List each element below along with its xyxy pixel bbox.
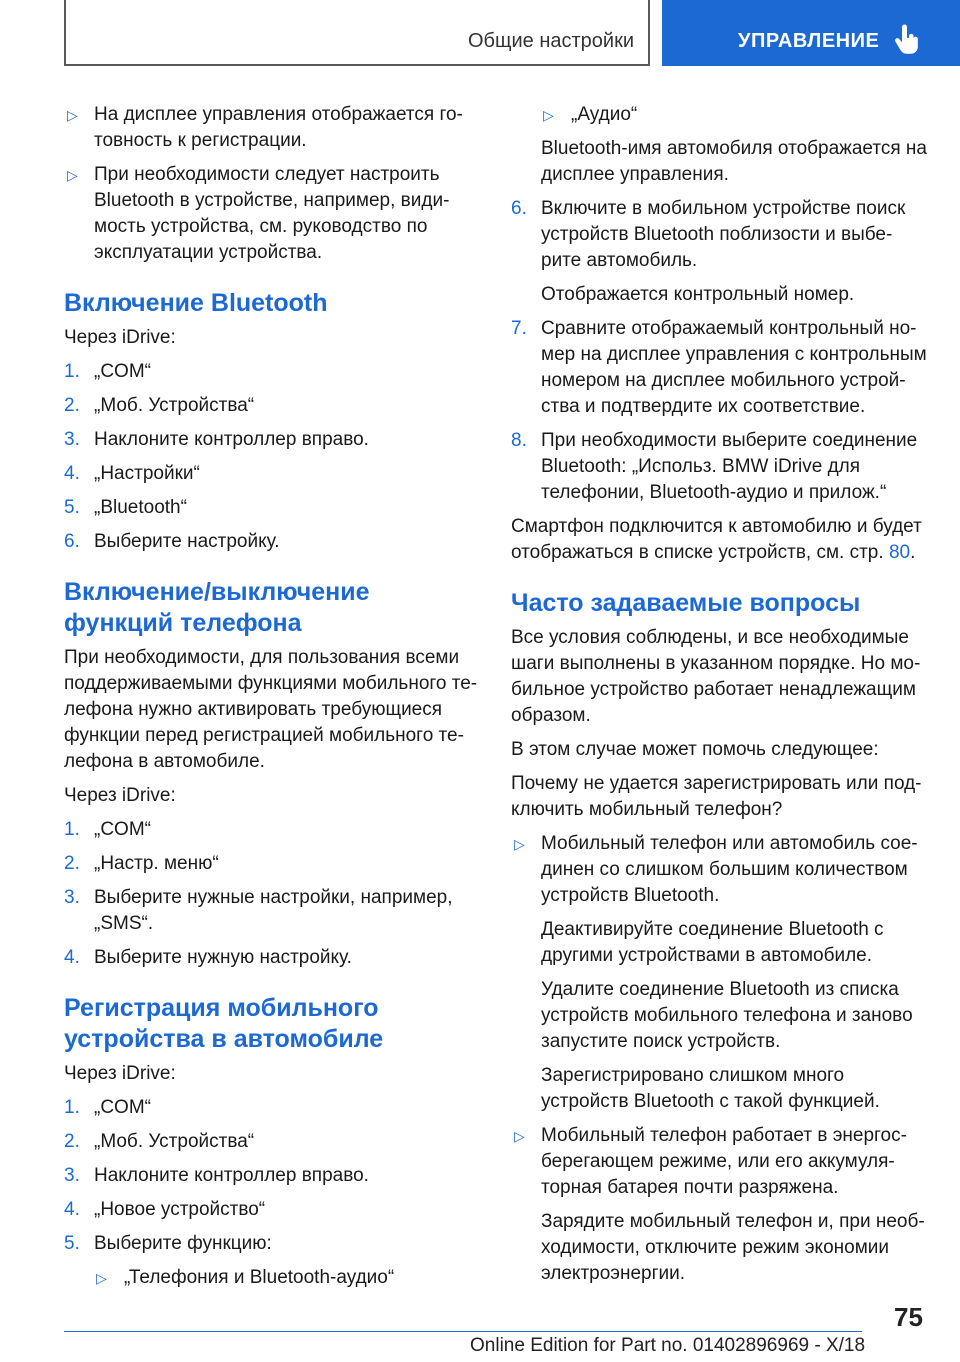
list-item: 1. „COM“ [64, 1097, 151, 1118]
list-item: ▷ „Телефония и Bluetooth-аудио“ [64, 1265, 482, 1291]
note-text: Удалите соединение Bluetooth из списка устройств мобильного телефона и заново запустите поиск устройств. [541, 979, 913, 1052]
note-text: Деактивируйте соединение Bluetooth с другими устройствами в автомобиле. [541, 919, 884, 966]
footer-edition: Online Edition for Part no. 01402896969 - X/18 [470, 1335, 866, 1356]
paragraph: Все условия соблюдены, и все необходимые шаги выполнены в указанном порядке. Но мо-бильное устройство работает ненадлежащим образом. [511, 627, 921, 726]
list-item: 4. Выберите нужную настройку. [64, 947, 352, 968]
list-item: 5. „Bluetooth“ [64, 497, 187, 518]
paragraph: Смартфон подключится к автомобилю и будет отображаться в списке устройств, см. стр. 80. [511, 516, 922, 563]
note-text: Отображается контрольный номер. [541, 284, 855, 305]
list-item: ▷ При необходимости следует настроить Bluetooth в устройстве, например, види-мость устройства, см. руководство по эксплуатации устройства. [67, 164, 450, 263]
list-item: 8. При необходимости выберите соединение Bluetooth: „Использ. BMW iDrive для телефонии, Bluetooth-аудио и прилож.“ [511, 430, 918, 503]
list-item: 5. Выберите функцию: [64, 1233, 272, 1254]
question-text: Почему не удается зарегистрировать или под-ключить мобильный телефон? [511, 773, 922, 820]
list-item: ▷ Мобильный телефон работает в энергос-берегающем режиме, или его аккумуля-торная батарея почти разряжена. [514, 1125, 907, 1198]
list-item: 1. „COM“ [64, 819, 151, 840]
list-item: 4. „Новое устройство“ [64, 1199, 266, 1220]
note-text: Зарядите мобильный телефон и, при необ-ходимости, отключите режим экономии электроэнергии. [541, 1211, 925, 1284]
paragraph: При необходимости, для пользования всеми поддерживаемыми функциями мобильного те-лефона нужно активировать требующиеся функции перед регистрацией мобильного те-лефона в автомобиле. [64, 647, 478, 772]
section-heading: Регистрация мобильного устройства в автомобиле [64, 994, 384, 1053]
triangle-bullet-icon: ▷ [67, 167, 78, 183]
list-item: 3. Наклоните контроллер вправо. [64, 1165, 369, 1186]
list-item: 6. Включите в мобильном устройстве поиск устройств Bluetooth поблизости и выбе-рите автомобиль. [511, 198, 906, 271]
list-item: ▷ На дисплее управления отображается го-товность к регистрации. [67, 104, 463, 151]
paragraph: В этом случае может помочь следующее: [511, 739, 879, 760]
list-item: 2. „Настр. меню“ [64, 853, 219, 874]
intro-text: Через iDrive: [64, 785, 176, 806]
list-item: 3. Выберите нужные настройки, например, „SMS“. [64, 887, 453, 934]
intro-text: Через iDrive: [64, 1063, 176, 1084]
list-item: 3. Наклоните контроллер вправо. [64, 429, 369, 450]
header-chapter-tab [662, 0, 960, 66]
list-item: ▷ Мобильный телефон или автомобиль сое-динен со слишком большим количеством устройств Bluetooth. [514, 833, 918, 906]
intro-text: Через iDrive: [64, 327, 176, 348]
triangle-bullet-icon: ▷ [514, 836, 525, 852]
list-item: ▷ „Аудио“ [511, 102, 931, 128]
list-item: 1. „COM“ [64, 361, 151, 382]
section-heading: Включение/выключение функций телефона [64, 578, 370, 637]
list-item: 4. „Настройки“ [64, 463, 200, 484]
section-heading: Включение Bluetooth [64, 289, 328, 317]
note-text: Bluetooth-имя автомобиля отображается на дисплее управления. [541, 138, 927, 185]
header-section-label: Общие настройки [468, 30, 634, 52]
list-item: 2. „Моб. Устройства“ [64, 395, 255, 416]
left-column [64, 102, 482, 1299]
right-column [511, 102, 931, 1295]
triangle-bullet-icon: ▷ [67, 107, 78, 123]
list-item: 6. Выберите настройку. [64, 531, 280, 552]
triangle-bullet-icon: ▷ [543, 107, 554, 123]
triangle-bullet-icon: ▷ [96, 1270, 107, 1286]
page-number: 75 [894, 1302, 923, 1332]
page-link[interactable]: 80 [888, 542, 911, 563]
section-heading: Часто задаваемые вопросы [511, 589, 861, 617]
header-section-tab [64, 0, 650, 66]
footer-divider [64, 1331, 862, 1332]
triangle-bullet-icon: ▷ [514, 1128, 525, 1144]
hand-pointer-icon [894, 24, 920, 56]
list-item: 2. „Моб. Устройства“ [64, 1131, 255, 1152]
header-chapter-label: УПРАВЛЕНИЕ [738, 30, 880, 52]
list-item: 7. Сравните отображаемый контрольный но-мер на дисплее управления с контрольным номером на дисплее мобильного устрой-ства и подтвердите их соответствие. [511, 318, 927, 417]
note-text: Зарегистрировано слишком много устройств Bluetooth с такой функцией. [541, 1065, 880, 1112]
